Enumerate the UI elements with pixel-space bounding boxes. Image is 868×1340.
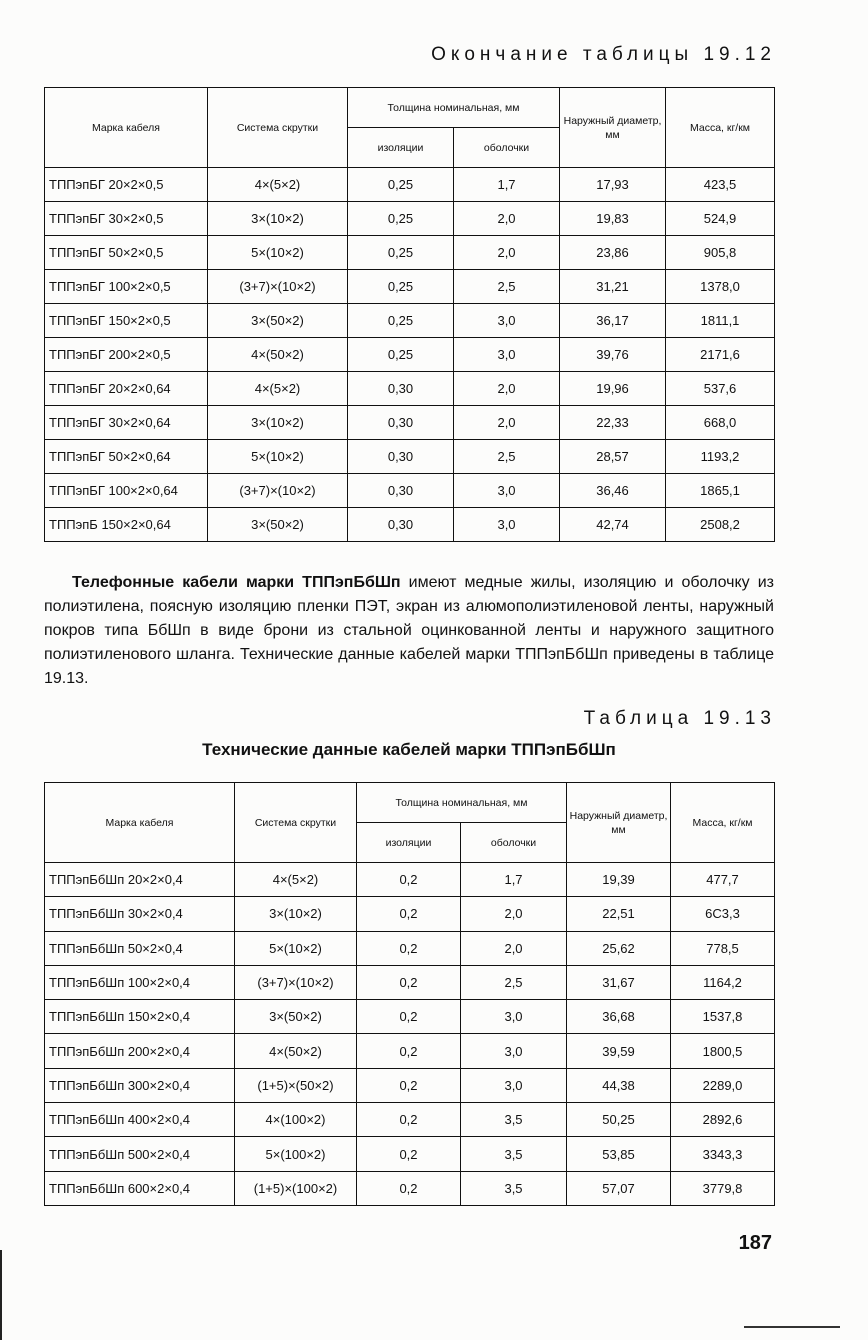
cell-twist-system: 5×(100×2) (235, 1137, 357, 1171)
cell-insulation: 0,2 (357, 931, 461, 965)
cell-insulation: 0,30 (348, 372, 454, 406)
cell-cable-brand: ТППэпБГ 30×2×0,64 (45, 406, 208, 440)
header-mass: Масса, кг/км (666, 88, 775, 168)
cell-cable-brand: ТППэпБ 150×2×0,64 (45, 508, 208, 542)
table-continuation-label: Окончание таблицы 19.12 (431, 44, 776, 65)
cell-insulation: 0,30 (348, 474, 454, 508)
cell-mass: 3343,3 (671, 1137, 775, 1171)
cell-twist-system: (3+7)×(10×2) (208, 474, 348, 508)
cell-outer-diameter: 23,86 (560, 236, 666, 270)
cell-mass: 423,5 (666, 168, 775, 202)
cell-outer-diameter: 17,93 (560, 168, 666, 202)
cell-sheath: 2,0 (454, 372, 560, 406)
table-row (45, 508, 775, 542)
cell-insulation: 0,25 (348, 168, 454, 202)
cell-outer-diameter: 53,85 (567, 1137, 671, 1171)
cell-cable-brand: ТППэпБГ 100×2×0,64 (45, 474, 208, 508)
table-row (45, 1171, 775, 1205)
header-mass: Масса, кг/км (671, 783, 775, 863)
cell-outer-diameter: 22,33 (560, 406, 666, 440)
cell-insulation: 0,25 (348, 270, 454, 304)
cell-insulation: 0,25 (348, 338, 454, 372)
description-paragraph (44, 571, 774, 691)
cell-outer-diameter: 22,51 (567, 897, 671, 931)
cell-cable-brand: ТППэпБбШп 20×2×0,4 (45, 863, 235, 897)
cell-mass: 6С3,3 (671, 897, 775, 931)
cell-outer-diameter: 19,83 (560, 202, 666, 236)
cell-mass: 778,5 (671, 931, 775, 965)
cell-insulation: 0,2 (357, 965, 461, 999)
cell-insulation: 0,30 (348, 508, 454, 542)
cell-cable-brand: ТППэпБбШп 500×2×0,4 (45, 1137, 235, 1171)
cell-twist-system: 4×(50×2) (208, 338, 348, 372)
cell-twist-system: (3+7)×(10×2) (208, 270, 348, 304)
table-row (45, 168, 775, 202)
table-body (45, 863, 775, 1206)
cell-twist-system: 4×(5×2) (208, 168, 348, 202)
table-row (45, 202, 775, 236)
cell-twist-system: 4×(50×2) (235, 1034, 357, 1068)
cell-cable-brand: ТППэпБГ 20×2×0,5 (45, 168, 208, 202)
table-label: Таблица 19.13 (583, 708, 776, 729)
cell-insulation: 0,25 (348, 202, 454, 236)
cell-sheath: 3,5 (461, 1171, 567, 1205)
cell-insulation: 0,2 (357, 1068, 461, 1102)
paragraph-lead: Телефонные кабели марки ТППэпБбШп (72, 574, 401, 591)
header-outer-diameter: Наружный диаметр, мм (567, 783, 671, 863)
table-19-13 (44, 782, 775, 1206)
cell-mass: 1378,0 (666, 270, 775, 304)
cell-sheath: 2,5 (454, 270, 560, 304)
table-row (45, 474, 775, 508)
cell-sheath: 2,0 (461, 897, 567, 931)
table-row (45, 440, 775, 474)
header-thickness: Толщина номинальная, мм (348, 88, 560, 128)
cell-insulation: 0,2 (357, 1137, 461, 1171)
cell-twist-system: 4×(5×2) (208, 372, 348, 406)
cell-twist-system: (3+7)×(10×2) (235, 965, 357, 999)
cell-cable-brand: ТППэпБбШп 150×2×0,4 (45, 1000, 235, 1034)
cell-sheath: 3,5 (461, 1137, 567, 1171)
header-sheath: оболочки (454, 128, 560, 168)
bottom-rule (744, 1326, 840, 1328)
header-thickness: Толщина номинальная, мм (357, 783, 567, 823)
header-insulation: изоляции (357, 823, 461, 863)
header-twist-system: Система скрутки (208, 88, 348, 168)
cell-outer-diameter: 28,57 (560, 440, 666, 474)
table-row (45, 372, 775, 406)
cell-mass: 1800,5 (671, 1034, 775, 1068)
cell-cable-brand: ТППэпБГ 20×2×0,64 (45, 372, 208, 406)
cell-sheath: 1,7 (461, 863, 567, 897)
table-row (45, 1034, 775, 1068)
cell-twist-system: 5×(10×2) (208, 440, 348, 474)
cell-cable-brand: ТППэпБГ 200×2×0,5 (45, 338, 208, 372)
table-row (45, 1137, 775, 1171)
cell-insulation: 0,2 (357, 897, 461, 931)
cell-outer-diameter: 42,74 (560, 508, 666, 542)
cell-cable-brand: ТППэпБГ 50×2×0,5 (45, 236, 208, 270)
cell-cable-brand: ТППэпБГ 30×2×0,5 (45, 202, 208, 236)
header-cable-brand: Марка кабеля (45, 783, 235, 863)
cell-twist-system: 4×(100×2) (235, 1103, 357, 1137)
cell-mass: 1811,1 (666, 304, 775, 338)
cell-outer-diameter: 19,96 (560, 372, 666, 406)
cell-sheath: 2,0 (461, 931, 567, 965)
cell-twist-system: 3×(10×2) (208, 406, 348, 440)
header-outer-diameter: Наружный диаметр, мм (560, 88, 666, 168)
table-row (45, 338, 775, 372)
header-insulation: изоляции (348, 128, 454, 168)
cell-sheath: 3,0 (454, 508, 560, 542)
cell-cable-brand: ТППэпБГ 100×2×0,5 (45, 270, 208, 304)
cell-mass: 3779,8 (671, 1171, 775, 1205)
cell-insulation: 0,30 (348, 406, 454, 440)
cell-sheath: 3,0 (461, 1034, 567, 1068)
header-cable-brand: Марка кабеля (45, 88, 208, 168)
cell-insulation: 0,2 (357, 1034, 461, 1068)
paragraph-text: имеют медные жилы, изоляцию и оболочку из полиэтилена, поясную изоляцию пленки ПЭТ, экран из алюмополиэтиленовой ленты, наружный покров типа БбШп в виде брони из стальной оцинкованной ленты и наружного защитного полиэтиленового шланга. Технические данные кабелей марки ТППэпБбШп приведены в таблице 19.13. (44, 574, 775, 687)
table-row (45, 897, 775, 931)
header-twist-system: Система скрутки (235, 783, 357, 863)
cell-sheath: 2,5 (454, 440, 560, 474)
cell-cable-brand: ТППэпБбШп 300×2×0,4 (45, 1068, 235, 1102)
cell-twist-system: 3×(10×2) (208, 202, 348, 236)
page-edge-shadow (0, 1250, 2, 1340)
cell-outer-diameter: 31,67 (567, 965, 671, 999)
cell-twist-system: 3×(50×2) (208, 508, 348, 542)
cell-cable-brand: ТППэпБГ 50×2×0,64 (45, 440, 208, 474)
cell-cable-brand: ТППэпБбШп 100×2×0,4 (45, 965, 235, 999)
cell-sheath: 3,0 (454, 474, 560, 508)
cell-cable-brand: ТППэпБбШп 400×2×0,4 (45, 1103, 235, 1137)
cell-outer-diameter: 36,68 (567, 1000, 671, 1034)
cell-mass: 1164,2 (671, 965, 775, 999)
cell-cable-brand: ТППэпБГ 150×2×0,5 (45, 304, 208, 338)
cell-mass: 2171,6 (666, 338, 775, 372)
cell-twist-system: 3×(50×2) (235, 1000, 357, 1034)
cell-mass: 668,0 (666, 406, 775, 440)
cell-outer-diameter: 31,21 (560, 270, 666, 304)
cell-insulation: 0,2 (357, 863, 461, 897)
cell-sheath: 3,5 (461, 1103, 567, 1137)
table-row (45, 863, 775, 897)
table-row (45, 1103, 775, 1137)
table-row (45, 406, 775, 440)
cell-sheath: 3,0 (461, 1000, 567, 1034)
cell-outer-diameter: 25,62 (567, 931, 671, 965)
cell-outer-diameter: 44,38 (567, 1068, 671, 1102)
cell-sheath: 2,0 (454, 202, 560, 236)
cell-insulation: 0,30 (348, 440, 454, 474)
cell-sheath: 2,0 (454, 236, 560, 270)
cell-cable-brand: ТППэпБбШп 600×2×0,4 (45, 1171, 235, 1205)
table-19-12-end (44, 87, 775, 542)
cell-insulation: 0,25 (348, 236, 454, 270)
cell-sheath: 3,0 (461, 1068, 567, 1102)
cell-outer-diameter: 36,17 (560, 304, 666, 338)
cell-outer-diameter: 57,07 (567, 1171, 671, 1205)
table-row (45, 1068, 775, 1102)
cell-outer-diameter: 50,25 (567, 1103, 671, 1137)
cell-sheath: 3,0 (454, 338, 560, 372)
cell-cable-brand: ТППэпБбШп 200×2×0,4 (45, 1034, 235, 1068)
cell-mass: 1193,2 (666, 440, 775, 474)
cell-cable-brand: ТППэпБбШп 30×2×0,4 (45, 897, 235, 931)
table-title: Технические данные кабелей марки ТППэпБбШп (202, 740, 616, 759)
cell-twist-system: 3×(10×2) (235, 897, 357, 931)
cell-mass: 524,9 (666, 202, 775, 236)
cell-outer-diameter: 39,59 (567, 1034, 671, 1068)
cell-mass: 2508,2 (666, 508, 775, 542)
header-sheath: оболочки (461, 823, 567, 863)
cell-twist-system: 5×(10×2) (208, 236, 348, 270)
table-row (45, 965, 775, 999)
cell-twist-system: (1+5)×(50×2) (235, 1068, 357, 1102)
cell-mass: 477,7 (671, 863, 775, 897)
cell-insulation: 0,25 (348, 304, 454, 338)
cell-mass: 2892,6 (671, 1103, 775, 1137)
cell-sheath: 1,7 (454, 168, 560, 202)
table-row (45, 236, 775, 270)
cell-outer-diameter: 39,76 (560, 338, 666, 372)
cell-mass: 537,6 (666, 372, 775, 406)
table-row (45, 304, 775, 338)
cell-insulation: 0,2 (357, 1171, 461, 1205)
table-row (45, 931, 775, 965)
cell-outer-diameter: 19,39 (567, 863, 671, 897)
cell-outer-diameter: 36,46 (560, 474, 666, 508)
page-number: 187 (738, 1232, 772, 1254)
cell-cable-brand: ТППэпБбШп 50×2×0,4 (45, 931, 235, 965)
cell-sheath: 3,0 (454, 304, 560, 338)
cell-sheath: 2,5 (461, 965, 567, 999)
cell-mass: 2289,0 (671, 1068, 775, 1102)
cell-insulation: 0,2 (357, 1000, 461, 1034)
cell-sheath: 2,0 (454, 406, 560, 440)
cell-twist-system: 3×(50×2) (208, 304, 348, 338)
cell-mass: 1865,1 (666, 474, 775, 508)
cell-insulation: 0,2 (357, 1103, 461, 1137)
cell-mass: 905,8 (666, 236, 775, 270)
cell-twist-system: (1+5)×(100×2) (235, 1171, 357, 1205)
cell-twist-system: 4×(5×2) (235, 863, 357, 897)
cell-twist-system: 5×(10×2) (235, 931, 357, 965)
table-row (45, 1000, 775, 1034)
table-row (45, 270, 775, 304)
table-body (45, 168, 775, 542)
cell-mass: 1537,8 (671, 1000, 775, 1034)
